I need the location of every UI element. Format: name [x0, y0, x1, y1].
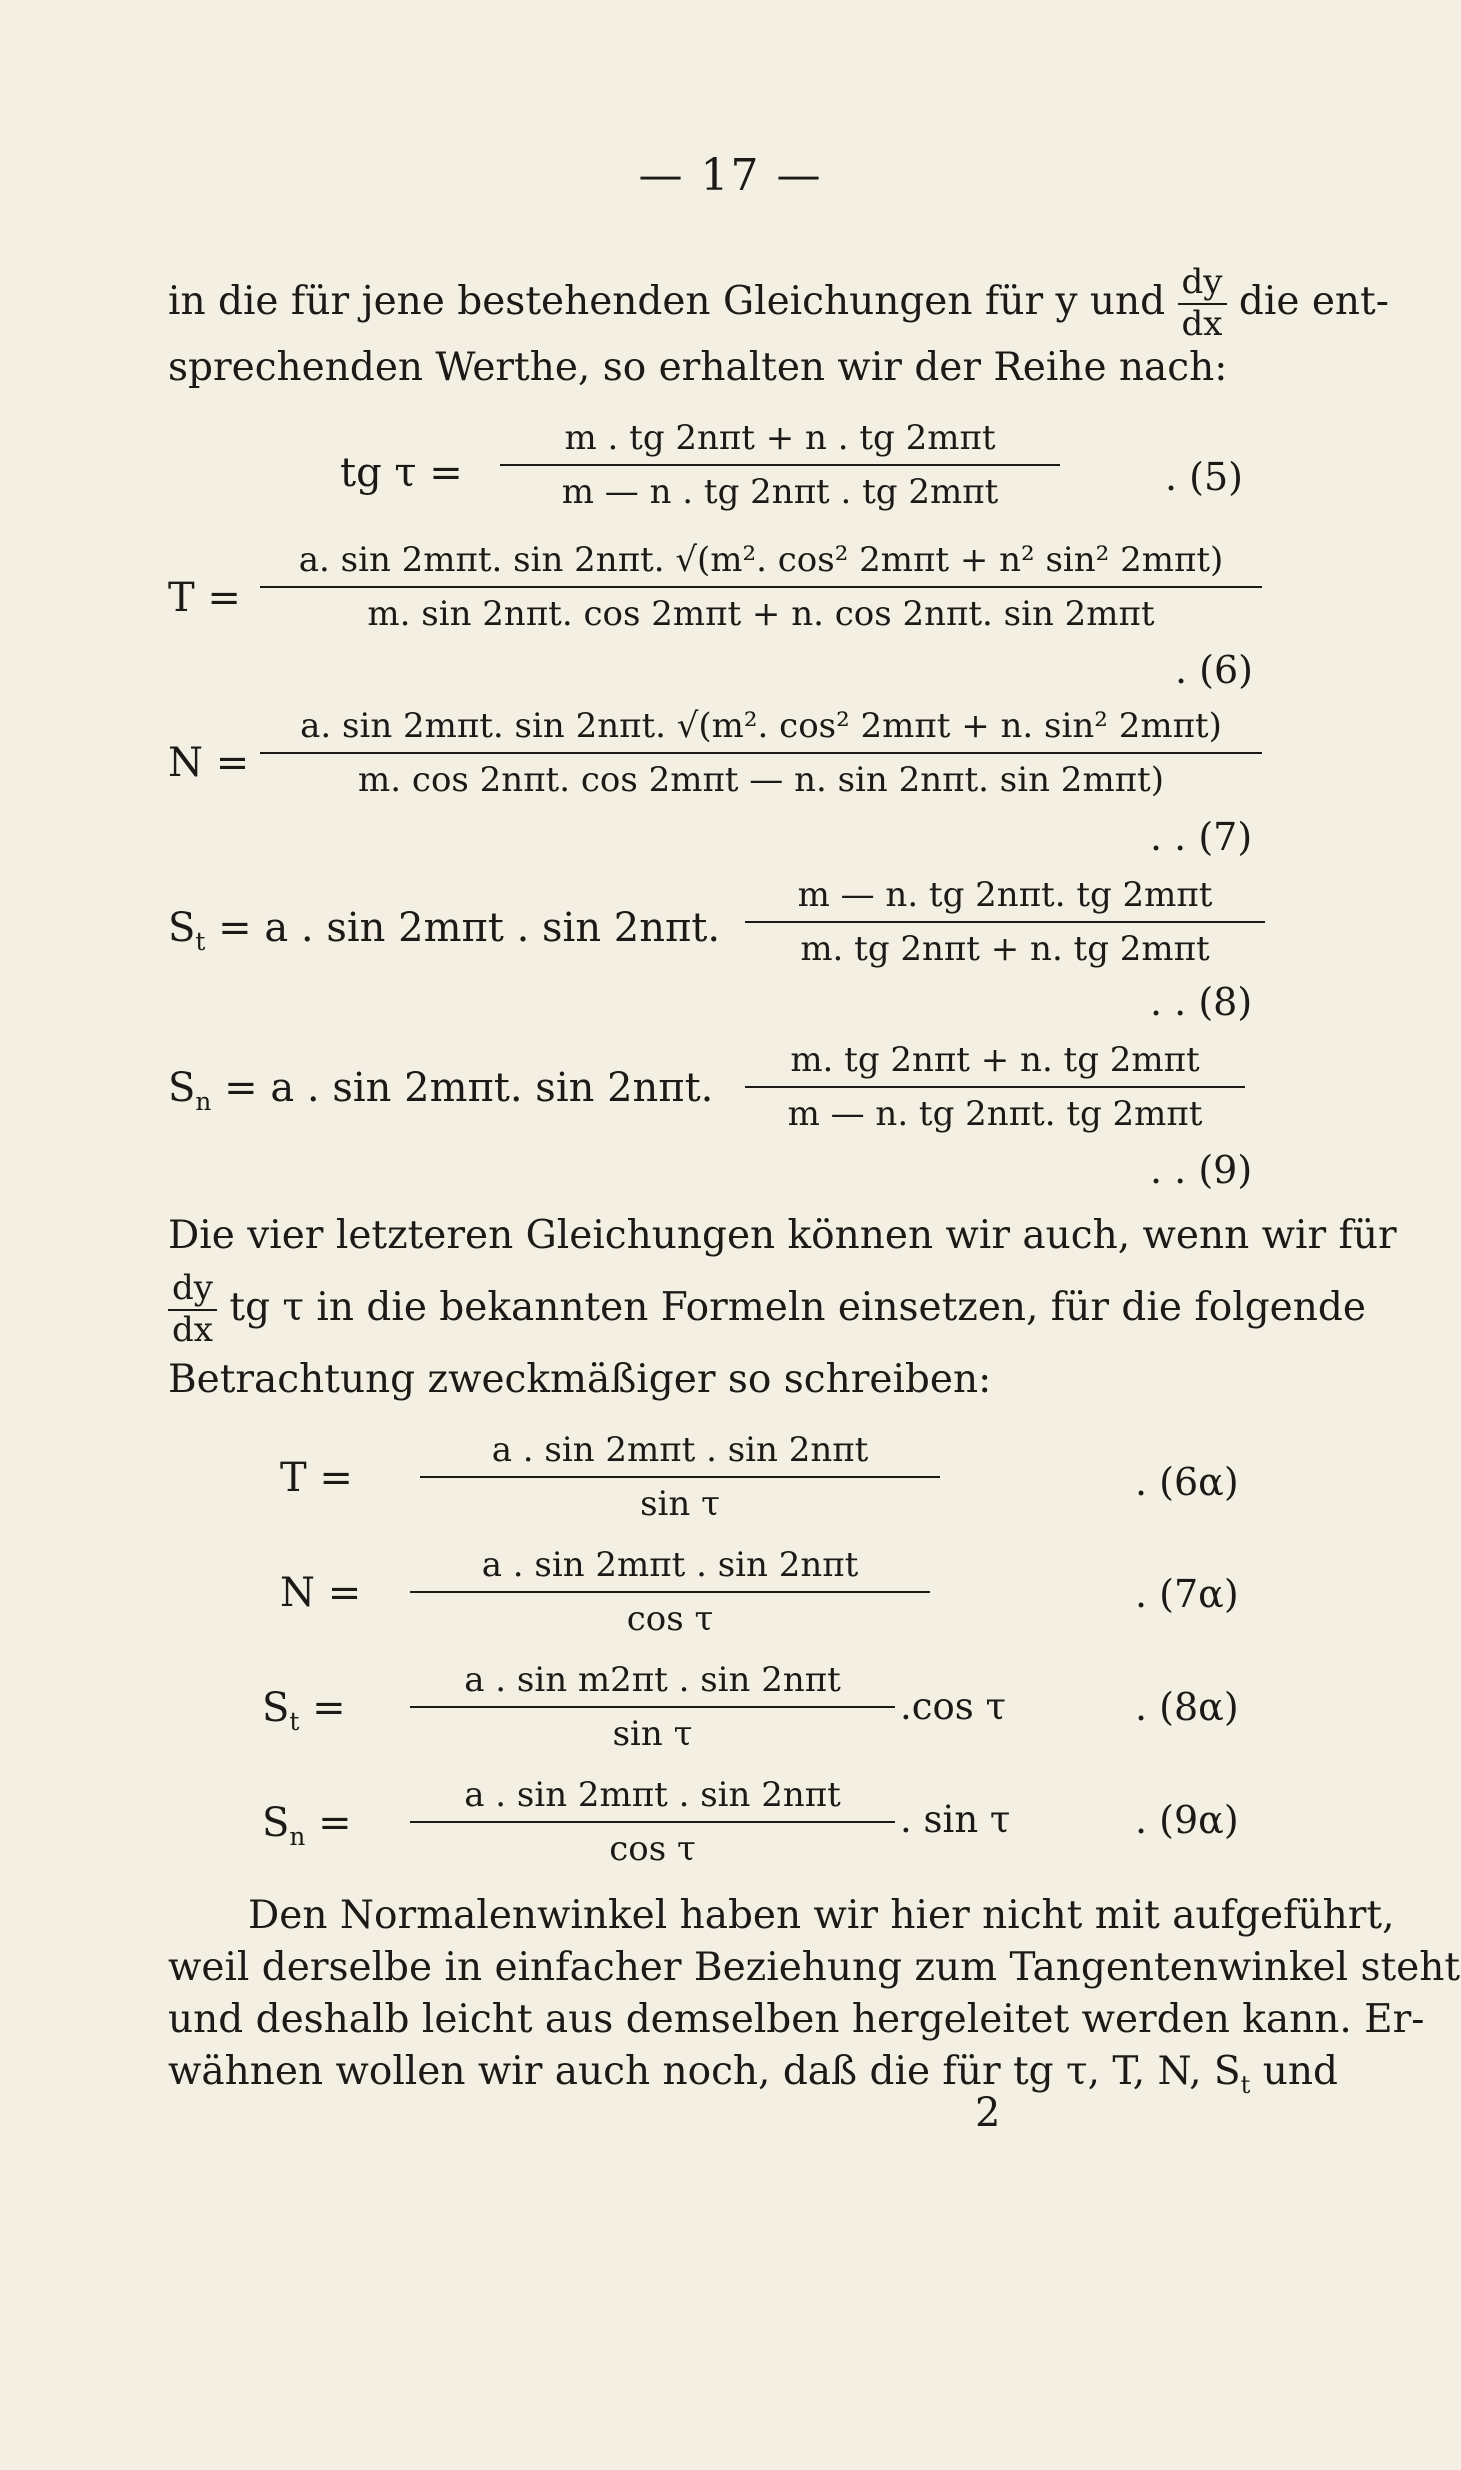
eq8a-tail: .cos τ — [900, 1685, 1006, 1728]
eq6a-fraction — [420, 1430, 940, 1524]
eq5-numerator: m . tg 2nπt + n . tg 2mπt — [564, 418, 996, 458]
closing-line-2: weil derselbe in einfacher Beziehung zum Tangentenwinkel steht — [168, 1945, 1461, 1990]
eq9a-fraction — [410, 1775, 895, 1869]
frac-denominator-2: dx — [172, 1310, 213, 1350]
intro-text-a: in die für jene bestehenden Gleichungen für y und — [168, 279, 1166, 324]
eq7-lhs: N = — [168, 740, 250, 786]
frac-denominator: dx — [1181, 304, 1223, 344]
closing-line-4 — [168, 2046, 1338, 2099]
intro-paragraph — [168, 262, 1389, 394]
frac-numerator-2: dy — [168, 1271, 217, 1311]
eq6-denominator: m. sin 2nπt. cos 2mπt + n. cos 2nπt. sin 2mπt — [367, 594, 1155, 634]
eq8a-equals: = — [312, 1685, 346, 1731]
eq7a-denominator: cos τ — [626, 1599, 714, 1639]
eq9-subscript: n — [195, 1087, 212, 1116]
eq8a-numerator: a . sin m2πt . sin 2nπt — [464, 1660, 841, 1700]
eq8a-symbol: S — [262, 1685, 290, 1731]
closing-subscript: t — [1240, 2070, 1251, 2099]
eq6-lhs: T = — [168, 575, 241, 621]
intro-line-2: sprechenden Werthe, so erhalten wir der Reihe nach: — [168, 345, 1228, 390]
eq9-denominator: m — n. tg 2nπt. tg 2mπt — [787, 1094, 1203, 1134]
eq6-fraction — [260, 540, 1262, 634]
eq7-label: . . (7) — [1150, 815, 1253, 859]
eq5-label: . (5) — [1165, 455, 1243, 499]
eq8-label: . . (8) — [1150, 980, 1253, 1024]
eq8a-lhs — [262, 1685, 346, 1736]
eq9a-lhs — [262, 1800, 352, 1851]
eq8-denominator: m. tg 2nπt + n. tg 2mπt — [800, 929, 1210, 969]
eq8a-fraction — [410, 1660, 895, 1754]
page-number: — 17 — — [638, 150, 823, 201]
eq7a-lhs: N = — [280, 1570, 362, 1616]
eq7-numerator: a. sin 2mπt. sin 2nπt. √(m². cos² 2mπt + n. sin² 2mπt) — [300, 706, 1222, 746]
eq8a-label: . (8α) — [1135, 1685, 1239, 1729]
intro-line-1 — [168, 262, 1389, 344]
middle-text-b: tg τ in die bekannten Formeln einsetzen, für die folgende — [229, 1285, 1366, 1330]
eq8-subscript: t — [195, 927, 206, 956]
frac-numerator: dy — [1178, 265, 1227, 305]
eq8a-subscript: t — [289, 1707, 300, 1736]
eq9a-denominator: cos τ — [609, 1829, 696, 1869]
eq9a-symbol: S — [262, 1800, 290, 1846]
eq5-fraction — [500, 418, 1060, 512]
dy-dx-fraction-2 — [168, 1268, 217, 1350]
closing-line-3: und deshalb leicht aus demselben hergeleitet werden kann. Er- — [168, 1997, 1425, 2042]
closing-paragraph — [168, 1890, 1461, 2099]
eq9-fraction — [745, 1040, 1245, 1134]
eq5-lhs: tg τ = — [340, 450, 463, 496]
closing-text-a: wähnen wollen wir auch noch, daß die für tg τ, T, N, S — [168, 2049, 1241, 2094]
eq6a-numerator: a . sin 2mπt . sin 2nπt — [491, 1430, 869, 1470]
eq9a-subscript: n — [289, 1822, 306, 1851]
eq9-label: . . (9) — [1150, 1148, 1253, 1192]
eq9-prefix: = a . sin 2mπt. sin 2nπt. — [224, 1065, 714, 1111]
eq8a-denominator: sin τ — [612, 1714, 693, 1754]
eq9a-numerator: a . sin 2mπt . sin 2nπt — [464, 1775, 841, 1815]
middle-line-1: Die vier letzteren Gleichungen können wir auch, wenn wir für — [168, 1213, 1397, 1258]
eq7a-fraction — [410, 1545, 930, 1639]
eq6-label: . (6) — [1175, 648, 1253, 692]
eq9a-label: . (9α) — [1135, 1798, 1239, 1842]
signature-mark: 2 — [975, 2090, 1001, 2136]
eq7a-label: . (7α) — [1135, 1572, 1239, 1616]
eq6-numerator: a. sin 2mπt. sin 2nπt. √(m². cos² 2mπt + n² sin² 2mπt) — [298, 540, 1224, 580]
eq6a-label: . (6α) — [1135, 1460, 1239, 1504]
eq6a-denominator: sin τ — [640, 1484, 720, 1524]
eq6a-lhs: T = — [280, 1455, 353, 1501]
eq9a-equals: = — [318, 1800, 352, 1846]
middle-paragraph — [168, 1210, 1397, 1406]
eq9-numerator: m. tg 2nπt + n. tg 2mπt — [790, 1040, 1200, 1080]
eq7a-numerator: a . sin 2mπt . sin 2nπt — [481, 1545, 859, 1585]
eq8-prefix: = a . sin 2mπt . sin 2nπt. — [218, 905, 721, 951]
dy-dx-fraction — [1178, 262, 1227, 344]
middle-line-2 — [168, 1262, 1366, 1354]
intro-text-b: die ent- — [1238, 279, 1389, 324]
eq8-symbol: S — [168, 905, 196, 951]
eq9a-tail: . sin τ — [900, 1798, 1011, 1841]
eq7-fraction — [260, 706, 1262, 800]
eq9-symbol: S — [168, 1065, 196, 1111]
eq5-denominator: m — n . tg 2nπt . tg 2mπt — [561, 472, 999, 512]
eq8-numerator: m — n. tg 2nπt. tg 2mπt — [797, 875, 1213, 915]
closing-text-b: und — [1250, 2049, 1338, 2094]
eq8-fraction — [745, 875, 1265, 969]
middle-line-3: Betrachtung zweckmäßiger so schreiben: — [168, 1357, 992, 1402]
eq7-denominator: m. cos 2nπt. cos 2mπt — n. sin 2nπt. sin 2mπt) — [358, 760, 1164, 800]
eq8-lhs — [168, 905, 720, 956]
eq9-lhs — [168, 1065, 713, 1116]
closing-line-1: Den Normalenwinkel haben wir hier nicht mit aufgeführt, — [248, 1893, 1395, 1938]
